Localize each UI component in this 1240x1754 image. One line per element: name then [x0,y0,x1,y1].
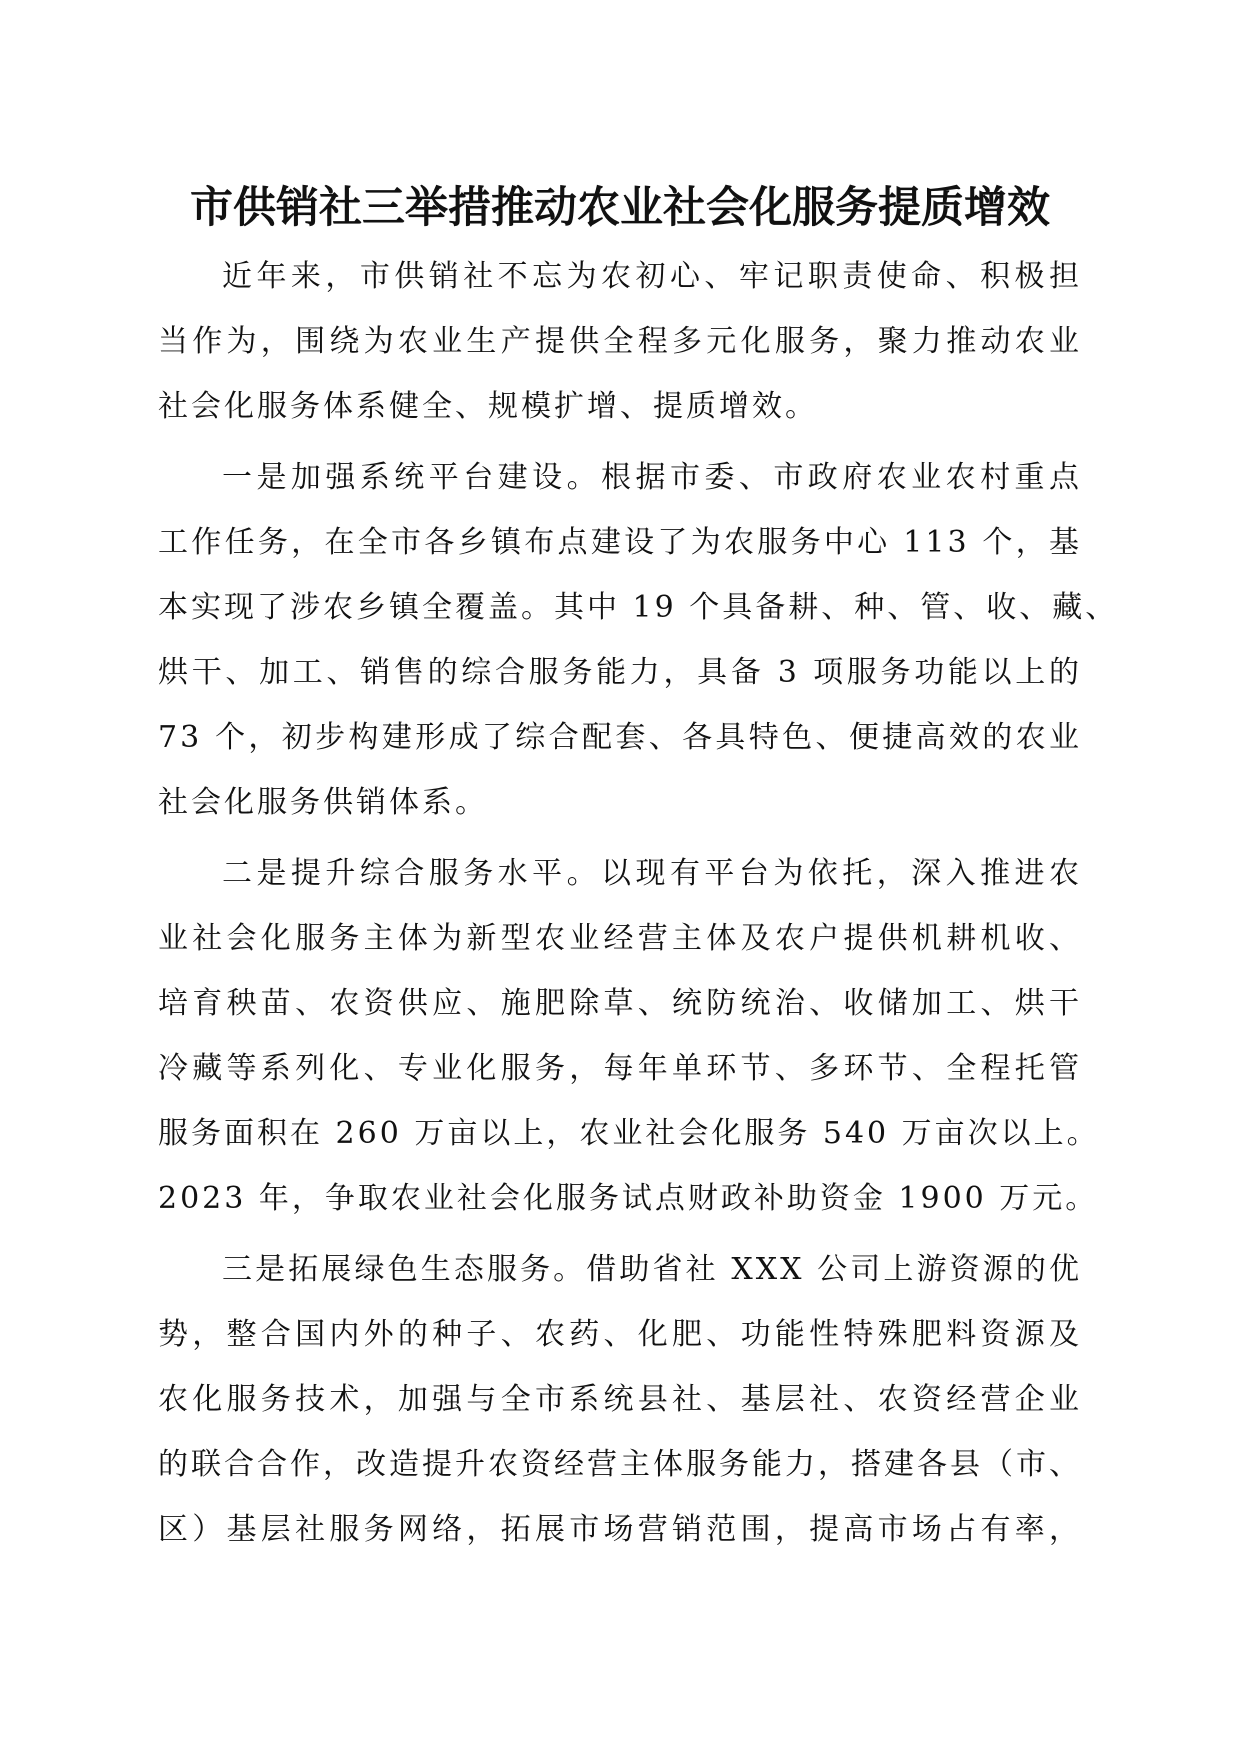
paragraph-line: 服务面积在 260 万亩以上，农业社会化服务 540 万亩次以上。 [158,1116,1100,1151]
paragraph-line: 73 个，初步构建形成了综合配套、各具特色、便捷高效的农业 [158,720,1082,755]
paragraph-line: 2023 年，争取农业社会化服务试点财政补助资金 1900 万元。 [158,1181,1099,1216]
paragraph-line: 工作任务，在全市各乡镇布点建设了为农服务中心 113 个，基 [158,525,1082,560]
paragraph-line: 农化服务技术，加强与全市系统县社、基层社、农资经营企业 [158,1382,1082,1417]
paragraph-line: 三是拓展绿色生态服务。借助省社 XXX 公司上游资源的优 [222,1252,1082,1287]
paragraph-line: 业社会化服务主体为新型农业经营主体及农户提供机耕机收、 [158,921,1082,956]
paragraph-line: 一是加强系统平台建设。根据市委、市政府农业农村重点 [222,460,1082,495]
paragraph-line: 当作为，围绕为农业生产提供全程多元化服务，聚力推动农业 [158,324,1082,359]
paragraph-platform-building [158,445,1119,835]
paragraph-line: 社会化服务体系健全、规模扩增、提质增效。 [158,389,818,424]
paragraph-line: 近年来，市供销社不忘为农初心、牢记职责使命、积极担 [222,259,1082,294]
paragraph-line: 本实现了涉农乡镇全覆盖。其中 19 个具备耕、种、管、收、藏、 [158,590,1119,625]
paragraph-intro [158,244,1082,439]
document-title: 市供销社三举措推动农业社会化服务提质增效 [190,183,1050,233]
paragraph-line: 二是提升综合服务水平。以现有平台为依托，深入推进农 [222,856,1082,891]
paragraph-line: 烘干、加工、销售的综合服务能力，具备 3 项服务功能以上的 [158,655,1082,690]
paragraph-line: 区）基层社服务网络，拓展市场营销范围，提高市场占有率， [158,1512,1082,1547]
paragraph-line: 社会化服务供销体系。 [158,785,488,820]
paragraph-green-services [158,1237,1082,1562]
paragraph-line: 冷藏等系列化、专业化服务，每年单环节、多环节、全程托管 [158,1051,1082,1086]
paragraph-line: 培育秧苗、农资供应、施肥除草、统防统治、收储加工、烘干 [158,986,1082,1021]
document-body [158,244,1119,1568]
paragraph-line: 势，整合国内外的种子、农药、化肥、功能性特殊肥料资源及 [158,1317,1082,1352]
paragraph-service-level [158,841,1100,1231]
paragraph-line: 的联合合作，改造提升农资经营主体服务能力，搭建各县（市、 [158,1447,1082,1482]
